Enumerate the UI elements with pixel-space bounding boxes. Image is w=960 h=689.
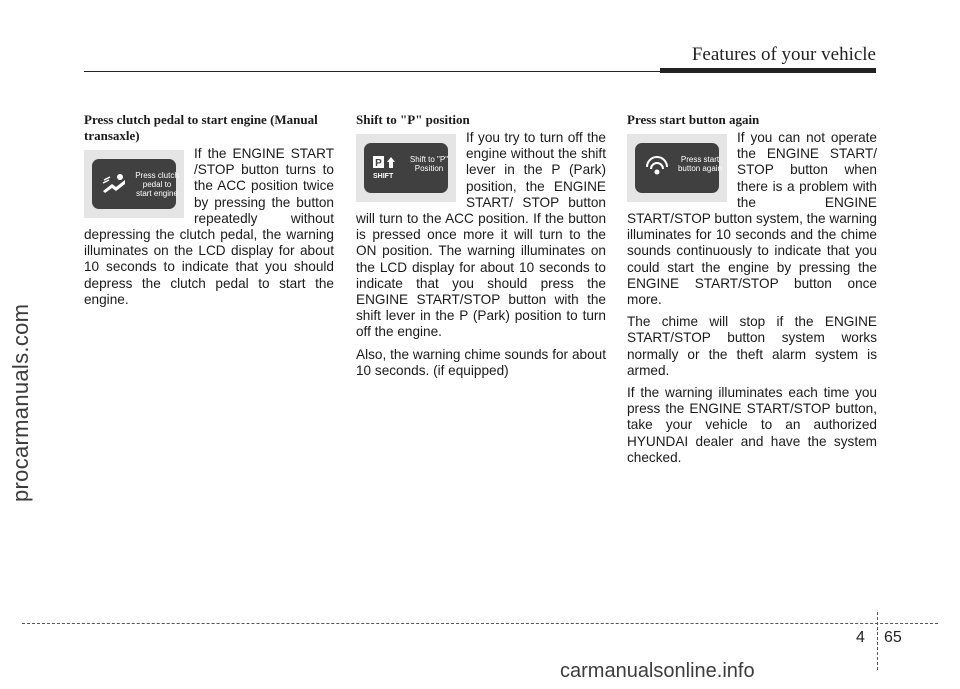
section-title: Press start button again [627, 112, 760, 127]
lcd-figure-shift [356, 134, 456, 202]
clutch-pedal-icon [100, 171, 128, 197]
paragraph: If you can not operate the ENGINE START/ STOP button when there is a problem with the ENGINE START/STOP button system, the warning illuminates for 10 seconds and the chime sounds continuously to indicate that you could start the engine by pressing the ENGINE START/STOP button once more. [627, 130, 877, 308]
page-header-title: Features of your vehicle [691, 44, 876, 65]
page-number: 65 [884, 629, 902, 646]
paragraph: The chime will stop if the ENGINE START/STOP button system works normally or the theft alarm system is armed. [627, 314, 877, 378]
lcd-message: Press start button again [677, 155, 723, 173]
section-title: Shift to "P" position [356, 112, 470, 127]
section-shift [356, 112, 606, 385]
section-clutch [84, 112, 334, 314]
paragraph: If the ENGINE START /STOP button turns to the ACC position twice by pressing the button repeatedly without depressing the clutch pedal, the warning illuminates on the LCD display for about 10 seconds to indicate that you should depress the clutch pedal to start the engine. [84, 146, 334, 307]
lcd-figure-clutch [84, 150, 184, 218]
lcd-message: Shift to "P" Position [409, 155, 449, 173]
park-letter: P [375, 158, 382, 169]
header-rule-accent [660, 68, 876, 73]
lcd-display [635, 143, 723, 193]
footer-rule [22, 623, 938, 624]
lcd-figure-start [627, 134, 727, 202]
chapter-number: 4 [856, 629, 865, 646]
side-watermark: procarmanuals.com [8, 303, 33, 502]
footer-watermark: carmanualsonline.info [560, 660, 755, 682]
header-rule [84, 71, 660, 72]
lcd-display [364, 143, 448, 193]
lcd-display [92, 159, 179, 209]
paragraph: If the warning illuminates each time you press the ENGINE START/STOP button, take your vehicle to an authorized HYUNDAI dealer and have the system checked. [627, 385, 877, 465]
paragraph: If you try to turn off the engine without the shift lever in the P (Park) position, the ENGINE START/ STOP button will turn to the ACC position. If the button is pressed once more it will turn to the ON position. The warning illuminates on the LCD display for about 10 seconds to indicate that you should press the ENGINE START/STOP button with the shift lever in the P (Park) position to turn off the engine. [356, 130, 606, 340]
shift-label: SHIFT [373, 173, 394, 180]
lcd-message: Press clutch pedal to start engine [135, 171, 179, 198]
section-start-again [627, 112, 877, 472]
paragraph: Also, the warning chime sounds for about 10 seconds. (if equipped) [356, 346, 606, 378]
park-shift-icon [372, 155, 400, 181]
section-title: Press clutch pedal to start engine (Manual transaxle) [84, 112, 318, 143]
wireless-signal-icon [643, 155, 671, 181]
footer-divider [877, 612, 878, 670]
